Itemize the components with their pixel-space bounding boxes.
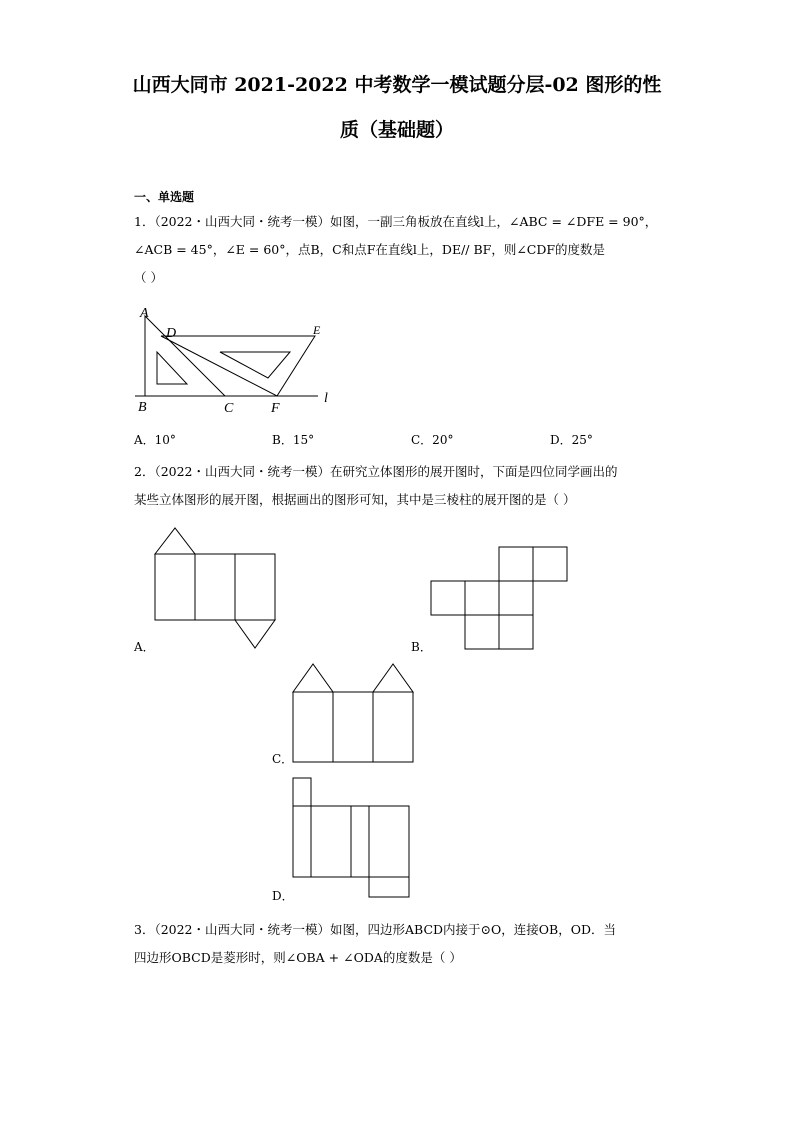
question-3	[134, 916, 664, 972]
question-1-line1: 1．（2022・山西大同・统考一模）如图，一副三角板放在直线l上，∠ABC = ∠DFE = 90°，	[134, 214, 658, 229]
q2-option-a: A．	[134, 640, 155, 654]
question-3-line1: 3．（2022・山西大同・统考一模）如图，四边形ABCD内接于⊙O，连接OB，OD．当	[134, 922, 616, 937]
page-title-line2: 质（基础题）	[339, 119, 454, 141]
net-figure-d	[290, 775, 414, 901]
net-figure-c	[290, 660, 416, 766]
q1-option-d: D．25°	[550, 433, 593, 447]
label-C: C	[224, 401, 234, 416]
question-1-figure	[130, 304, 340, 424]
q1-option-c: C．20°	[411, 433, 454, 447]
question-1-line2: ∠ACB = 45°，∠E = 60°，点B，C和点F在直线l上，DE// BF，则∠CDF的度数是	[134, 242, 606, 257]
set-square-60-inner	[220, 352, 290, 378]
question-1	[134, 208, 664, 292]
label-B: B	[138, 400, 147, 415]
q2-option-c: C．	[272, 752, 294, 766]
q1-option-a: A．10°	[134, 433, 176, 447]
question-2-line2: 某些立体图形的展开图，根据画出的图形可知，其中是三棱柱的展开图的是（ ）	[134, 492, 576, 507]
net-figure-b	[428, 545, 570, 651]
page-title-line1: 山西大同市 2021-2022 中考数学一模试题分层-02 图形的性	[132, 74, 662, 96]
net-figure-a	[150, 524, 280, 652]
label-l: l	[324, 391, 328, 406]
label-F: F	[271, 401, 280, 416]
label-D: D	[166, 326, 177, 341]
question-1-line3: （ ）	[134, 270, 163, 285]
q2-option-b: B．	[411, 640, 432, 654]
question-2-line1: 2．（2022・山西大同・统考一模）在研究立体图形的展开图时，下面是四位同学画出的	[134, 464, 618, 479]
label-A: A	[140, 306, 149, 321]
set-square-60	[161, 336, 315, 396]
set-square-45-inner	[157, 352, 187, 384]
q2-option-d: D．	[272, 889, 294, 903]
question-2	[134, 458, 664, 514]
label-E: E	[313, 323, 321, 337]
q1-option-b: B．15°	[272, 433, 315, 447]
section-heading: 一、单选题	[134, 190, 195, 204]
question-3-line2: 四边形OBCD是菱形时，则∠OBA + ∠ODA的度数是（ ）	[134, 950, 462, 965]
